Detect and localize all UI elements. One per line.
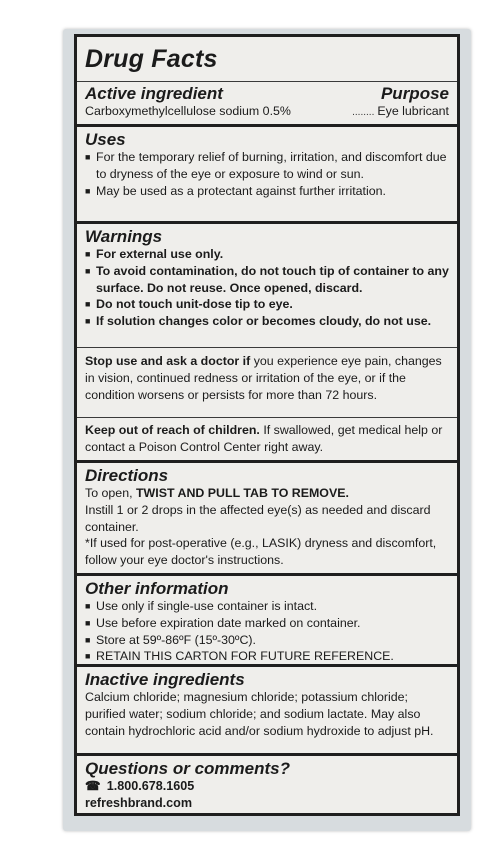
inactive-ingredients-text: Calcium chloride; magnesium chloride; potassium chloride; purified water; sodium chloride; and sodium lactate. May also contain hydrochloric acid and/or sodium hydroxide to adjust pH. bbox=[85, 690, 434, 738]
directions-section bbox=[77, 466, 457, 569]
other-info-divider bbox=[77, 664, 457, 667]
directions-divider bbox=[77, 573, 457, 576]
active-ingredient-name: Carboxymethylcellulose sodium 0.5% bbox=[85, 104, 291, 118]
uses-divider bbox=[77, 221, 457, 224]
list-item: ■ For the temporary relief of burning, irritation, and discomfort due to dryness of the eye or exposure to wind or sun. bbox=[85, 150, 447, 181]
uses-section bbox=[77, 130, 457, 199]
other-info-section bbox=[77, 579, 457, 665]
warnings-divider bbox=[77, 347, 457, 348]
keep-out-section bbox=[77, 422, 457, 456]
questions-heading: Questions or comments? bbox=[85, 759, 290, 778]
keep-out-lead: Keep out of reach of children. bbox=[85, 423, 260, 437]
warnings-heading: Warnings bbox=[85, 227, 163, 246]
list-item: ■ RETAIN THIS CARTON FOR FUTURE REFERENCE. bbox=[85, 649, 394, 664]
phone-line bbox=[85, 778, 449, 795]
drug-facts-panel bbox=[74, 34, 460, 816]
list-item: ■ For external use only. bbox=[85, 247, 224, 261]
leader-dots: ........ bbox=[352, 107, 375, 118]
uses-heading: Uses bbox=[85, 130, 126, 149]
inactive-ingredients-section bbox=[77, 670, 457, 739]
stop-use-lead: Stop use and ask a doctor if bbox=[85, 354, 251, 368]
stop-use-section bbox=[77, 353, 457, 403]
list-item: ■ If solution changes color or becomes cloudy, do not use. bbox=[85, 314, 432, 329]
inactive-ingredients-heading: Inactive ingredients bbox=[85, 670, 245, 689]
list-item: ■ Do not touch unit-dose tip to eye. bbox=[85, 297, 293, 312]
active-ingredient-heading: Active ingredient bbox=[85, 84, 223, 103]
list-item: ■ May be used as a protectant against further irritation. bbox=[85, 183, 386, 198]
drug-facts-title: Drug Facts bbox=[85, 45, 218, 73]
active-ingredient-section bbox=[77, 84, 457, 122]
directions-line-1: To open, TWIST AND PULL TAB TO REMOVE. bbox=[85, 486, 349, 500]
inactive-divider bbox=[77, 753, 457, 756]
directions-line-2: Instill 1 or 2 drops in the affected eye(s) as needed and discard container. bbox=[85, 502, 431, 534]
stop-use-divider bbox=[77, 417, 457, 418]
directions-heading: Directions bbox=[85, 466, 169, 485]
drug-facts-title-section bbox=[77, 45, 457, 73]
purpose-text: Eye lubricant bbox=[377, 104, 449, 118]
active-divider bbox=[77, 124, 457, 127]
keep-out-divider bbox=[77, 460, 457, 463]
title-divider bbox=[77, 81, 457, 82]
phone-icon: ☎ bbox=[85, 779, 101, 793]
list-item: ■ Use only if single-use container is intact. bbox=[85, 599, 318, 613]
list-item: ■ To avoid contamination, do not touch tip of container to any surface. Do not reuse. Once opened, discard. bbox=[85, 263, 449, 295]
purpose-heading: Purpose bbox=[380, 84, 449, 103]
list-item: ■ Store at 59º-86ºF (15º-30ºC). bbox=[85, 632, 256, 647]
other-info-heading: Other information bbox=[85, 579, 229, 598]
directions-line-3: *If used for post-operative (e.g., LASIK) dryness and discomfort, follow your eye doctor's instructions. bbox=[85, 536, 437, 568]
website-link: refreshbrand.com bbox=[85, 796, 193, 810]
warnings-section bbox=[77, 227, 457, 330]
list-item: ■ Use before expiration date marked on container. bbox=[85, 615, 361, 630]
questions-section bbox=[77, 759, 457, 812]
phone-number: 1.800.678.1605 bbox=[106, 779, 195, 793]
stop-use-text: you experience eye pain, changes in vision, continued redness or irritation of the eye, or if the condition worsens or persists for more than 72 hours. bbox=[85, 354, 442, 402]
keep-out-text: If swallowed, get medical help or contact a Poison Control Center right away. bbox=[85, 423, 443, 454]
